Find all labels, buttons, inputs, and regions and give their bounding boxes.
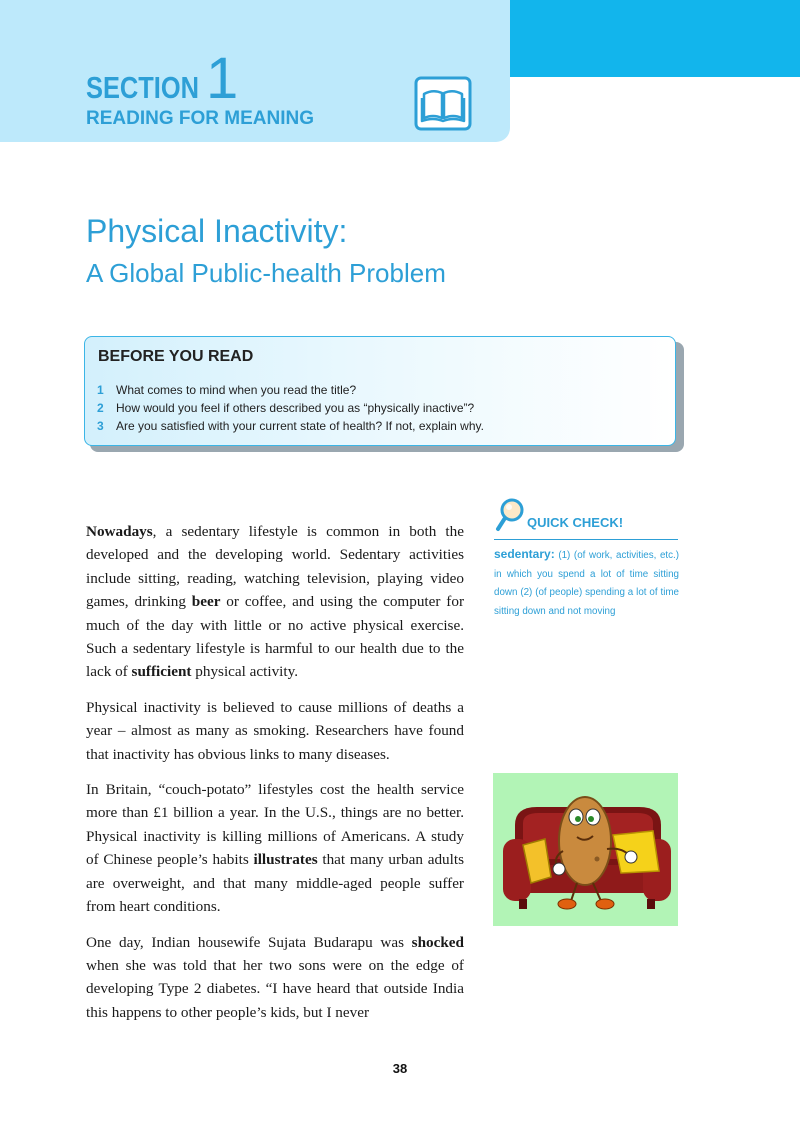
- question-number: 2: [97, 401, 104, 415]
- question-number: 1: [97, 383, 104, 397]
- page-title: Physical Inactivity:: [86, 213, 348, 249]
- paragraph: [86, 778, 464, 918]
- page-number: 38: [392, 1061, 408, 1076]
- reading-passage: [86, 520, 464, 1036]
- quick-check-title: QUICK CHECK!: [527, 515, 624, 530]
- vocab-word: shocked: [411, 933, 464, 951]
- before-you-read-heading: BEFORE YOU READ: [98, 348, 254, 365]
- definition-text: (1) (of work, activities, etc.) in which you spend a lot of time sitting down (2) (of people) spending a lot of time sitting down and not moving: [494, 550, 679, 617]
- section-subtitle: READING FOR MEANING: [86, 108, 314, 129]
- paragraph-text: when she was told that her two sons were on the edge of developing Type 2 diabetes. “I have heard that outside India this happens to other people’s kids, but I never: [86, 956, 464, 1021]
- vocab-word: illustrates: [253, 851, 318, 869]
- paragraph-text: that many urban adults are overweight, and that many middle-aged people suffer from heart conditions.: [86, 851, 464, 916]
- question-number: 3: [97, 419, 104, 433]
- vocab-word: Nowadays: [86, 523, 153, 540]
- paragraph-text: physical activity.: [191, 663, 299, 681]
- section-label: SECTION: [86, 70, 199, 105]
- paragraph: [86, 931, 464, 1025]
- magnifier-icon: [494, 498, 530, 532]
- vocab-term: sedentary:: [494, 547, 555, 561]
- header-color-strip: [510, 0, 800, 77]
- section-number: 1: [206, 46, 239, 111]
- vocab-definition: [494, 545, 679, 621]
- page-subtitle: A Global Public-health Problem: [86, 258, 446, 288]
- question-text: What comes to mind when you read the title?: [116, 383, 357, 397]
- couch-potato-illustration: [493, 773, 678, 926]
- before-you-read-box: [84, 336, 676, 446]
- open-book-icon: [414, 76, 472, 131]
- question-item: [97, 417, 484, 435]
- vocab-word: beer: [191, 593, 221, 611]
- paragraph: [86, 520, 464, 684]
- paragraph: Physical inactivity is believed to cause millions of deaths a year – almost as many as smoking. Researchers have found that inactivity has obvious links to many diseases.: [86, 698, 464, 763]
- question-text: Are you satisfied with your current state of health? If not, explain why.: [116, 419, 484, 433]
- question-item: [97, 399, 484, 417]
- paragraph-text: One day, Indian housewife Sujata Budarapu was: [86, 933, 412, 951]
- paragraph-text: In Britain, “couch-potato” lifestyles cost the health service more than £1 billion a year. In the U.S., things are no better. Physical inactivity is killing millions of Americans. A study of Chinese people’s habits: [86, 781, 464, 869]
- paragraph-text: or coffee, and using the computer for much of the day with little or no active physical exercise. Such a sedentary lifestyle is harmful to our health due to the lack of: [86, 593, 465, 681]
- divider: [494, 539, 678, 540]
- question-text: How would you feel if others described you as “physically inactive”?: [116, 401, 475, 415]
- before-you-read-list: [97, 381, 484, 435]
- paragraph-text: , a sedentary lifestyle is common in both the developed and the developing world. Sedentary activities include sitting, reading, watching television, playing video games, drinking: [86, 523, 464, 611]
- question-item: [97, 381, 484, 399]
- vocab-word: sufficient: [131, 663, 192, 681]
